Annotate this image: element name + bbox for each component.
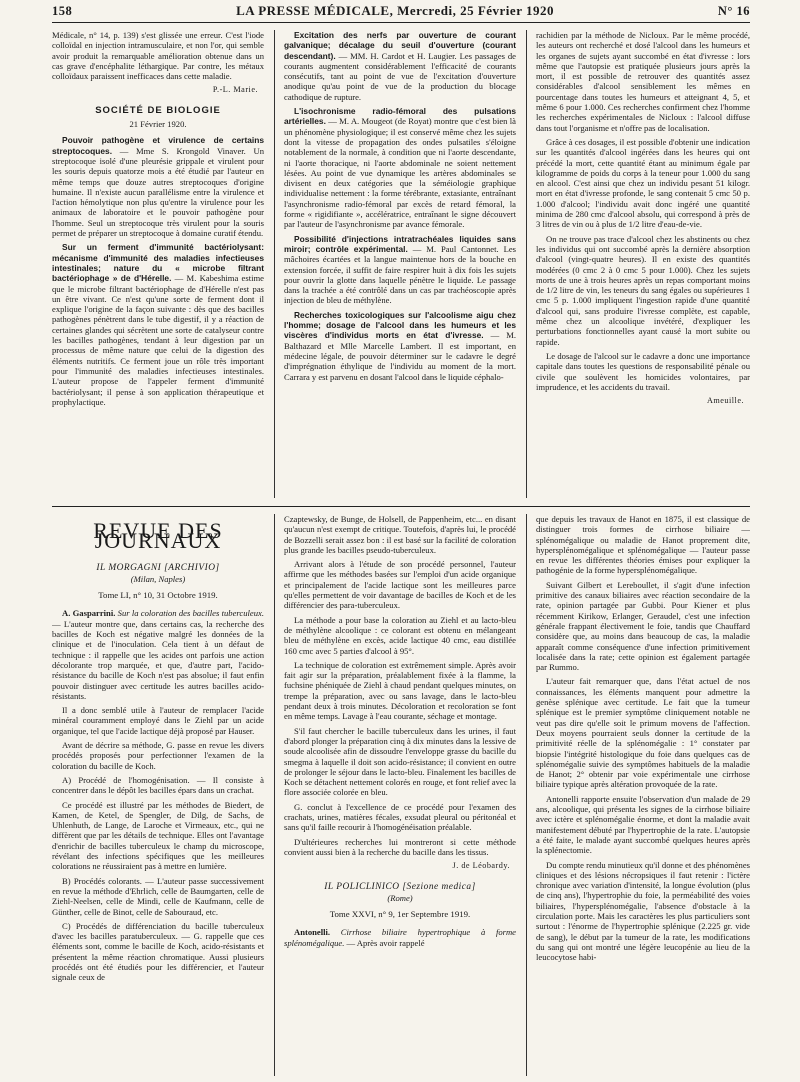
article-paragraph: G. conclut à l'excellence de ce procédé pour l'examen des crachats, urines, matières fécales, exsudat pleural ou péritonéal et sans qu'il faille recourir à l'homogénéisation préalable. [284,801,516,833]
journal-volume: Tome LI, n° 10, 31 Octobre 1919. [98,590,218,601]
article-paragraph: Pouvoir pathogène et virulence de certains streptocoques. — Mme S. Krongold Vinaver. Un streptocoque isolé d'une pleurésie grippale et virulent pour les souris depuis quatorze mois a été étudié par l'auteur en même temps que douze autres streptocoques d'origine humaine. Il n'existe aucun parallélisme entre la virulence et l'action hémolytique non plus qu'entre la virulence pour les animaux de laboratoire et le pouvoir pathogène pour l'homme. Seul un streptocoque très virulent pour la souris permet de préparer un streptocoque à domaine curatif étendu. [52,135,264,239]
signature: P.-L. Marie. [212,85,258,95]
article-title: Possibilité d'injections intratrachéales liquides sans miroir; contrôle expérimental. [284,233,516,254]
article-paragraph: Avant de décrire sa méthode, G. passe en revue les divers procédés proposés pour perfectionner l'examen de la coloration du bacille de Koch. [52,740,264,771]
article-title: Recherches toxicologiques sur l'alcoolisme aigu chez l'homme; dosage de l'alcool dans les humeurs et les viscères d'individus morts en état d'ivresse. [284,309,516,341]
section-title: REVUE DES JOURNAUX [93,518,223,554]
article-paragraph: Excitation des nerfs par ouverture de courant galvanique; décalage du seuil d'ouverture (courant descendant). — MM. H. Cardot et H. Laugier. Les passages de courants augmentent considérablement l'efficacité de courants consécutifs, tant au point de vue de l'excitation d'ouverture anodique qu'au point de vue de la production du blocage cathodique de rupture. [284,30,516,102]
erratum-paragraph: Médicale, n° 14, p. 139) s'est glissée une erreur. C'est l'iode colloïdal en injection intramusculaire, et non l'or, qui semble avoir produit la remarquable amélioration obtenue dans un cas grave d'encéphalite léthargique. Par contre, les métaux colloïdaux paraissent inefficaces dans cette maladie. [52,30,264,82]
article-paragraph: S'il faut chercher le bacille tuberculeux dans les urines, il faut d'abord plonger la préparation cinq à dix minutes dans la lessive de soude alcoolisée afin de dissoudre l'enveloppe grasse du bacille du smegma à laquelle il doit son acido-résistance; il convient en outre de prolonger le séjour dans le lacto-bleu. Finalement les bacilles de Koch se détachent nettement colorés en rouge, et font relief avec la flore associée colorée en bleu. [284,725,516,798]
article-paragraph: rachidien par la méthode de Nicloux. Par le même procédé, les auteurs ont recherché et dosé l'alcool dans les humeurs et les organes de sujets ayant succombé en état d'ivresse : lors même que l'autopsie est pratiquée plusieurs jours après la mort, il est possible de retrouver des quantités assez considérables d'alcool sensiblement les mêmes en pourcentage dans toutes les humeurs et atteignant 4, 5, et même 6 pour 1.000. Ces recherches confirment chez l'homme les recherches expérimentales de Nicloux : l'alcool diffuse dans tout l'organisme et n'offre pas de localisation. [536,30,750,133]
article-paragraph: Il a donc semblé utile à l'auteur de remplacer l'acide minéral couramment employé dans le Ziehl par un acide organique, tel que l'acide lactique déjà proposé par Hauser. [52,705,264,736]
article-paragraph: Suivant Gilbert et Lereboullet, il s'agit d'une infection primitive des canaux biliaires avec réaction secondaire de la rate, opinion partagée par Gubbi. Pour Kiener et plus récemment Kirikow, Erlanger, Geraudel, c'est une infection générale frappant électivement le foie, tandis que Chauffard considère que, au moins dans beaucoup de cas, la maladie apparaît comme conséquence d'une infection primitivement localisée dans la rate; cette opinion est également partagée par Rummo. [536,579,750,673]
article-paragraph: A. Gasparrini. Sur la coloration des bacilles tuberculeux. — L'auteur montre que, dans certains cas, la recherche des bacilles de Koch est négative malgré les données de la clinique et de l'inoculation. Cela tient à un défaut de technique : il rappelle que les acides ont parfois une action décolorante trop marquée, et que, d'autre part, l'acido-résistance du bacille de Koch n'est pas absolue; il faut enfin pouvoir distinguer avec certitude les autres bacilles acido-résistants. [52,608,264,701]
article-paragraph: Arrivant alors à l'étude de son procédé personnel, l'auteur affirme que les méthodes basées sur l'emploi d'un acide organique et principalement de l'acide lactique sont les meilleures parce qu'elles permettent de voir davantage de bacilles de Koch et de les différencier des para-tuberculeux. [284,559,516,611]
article-paragraph: B) Procédés colorants. — L'auteur passe successivement en revue la méthode d'Ehrlich, celle de Baumgarten, celle de Ziehl-Neelsen, celle de Mindi, celle de Kaufmann, celle de Günther, celle de Binot, celle de Sabouraud, etc. [52,875,264,917]
article-paragraph: A) Procédé de l'homogénisation. — Il consiste à concentrer dans le dépôt les bacilles épars dans un crachat. [52,774,264,796]
article-paragraph: La méthode a pour base la coloration au Ziehl et au lacto-bleu de méthylène alcoolique : ce colorant est obtenu en mélangeant bleu de méthylène en excès, acide lactique 40 cmc, eau distillée 160 cmc avec 5 parties d'alcool à 95°. [284,614,516,656]
article-paragraph: Possibilité d'injections intratrachéales liquides sans miroir; contrôle expérimental. — M. Paul Cantonnet. Les mâchoires écartées et la langue maintenue hors de la bouche en extension forcée, il suffit de faire respirer huit à dix fois les sujets pour ouvrir la glotte dans laquelle pénètre le liquide. Le passage dans la trachée a été contrôlé dans un cas par trachéoscopie après injection de bleu de méthylène. [284,233,516,306]
bottom-column-1 [52,514,264,1076]
top-column-2 [284,30,516,500]
article-paragraph: L'auteur fait remarquer que, dans l'état actuel de nos connaissances, les éléments manquent pour admettre la genèse splénique avec certitude. Le fait que la tumeur splénique est le premier symptôme cliniquement notable ne veut pas dire qu'elle soit le primum movens de l'affection. Deux moyens pourraient seuls donner la certitude de la primitivité réelle de la splénomégalie : 1° constater par biopsie l'intégrité histologique du foie dans quelques cas de splénomégalie suivie des symptômes habituels de la maladie de Hanot; 2° obtenir par voie expérimentale une cirrhose biliaire typique après altération provoquée de la rate. [536,676,750,790]
article-paragraph: C) Procédés de différenciation du bacille tuberculeux d'avec les bacilles paratuberculeux. — G. rappelle que ces éléments sont, comme le bacille de Koch, acido-résistants et présentent la même réaction chromatique. Aussi plusieurs procédés ont été étudiés pour les différencier, et l'auteur signale ceux de [52,920,264,983]
article-title: Pouvoir pathogène et virulence de certains streptocoques. [52,135,264,156]
article-paragraph: Le dosage de l'alcool sur le cadavre a donc une importance capitale dans toutes les questions de responsabilité pénale ou civile que soulèvent les homicides volontaires, par imprudence, et les accidents du travail. [536,350,750,392]
journal-location: (Rome) [387,892,413,903]
article-paragraph: Sur un ferment d'immunité bactériolysant: mécanisme d'immunité des maladies infectieuses intestinales; nature du « microbe filtrant bactériophage » de d'Hérelle. — M. Kabeshima estime que le microbe filtrant bactériophage de d'Hérelle n'est pas un être vivant. Ce n'est qu'une sorte de ferment dont il explique l'origine de la façon suivante : dès que des bacilles pathogènes pénètrent dans le tube digestif, il y a réaction de certaines glandes qui sécrètent une sorte de catalyseur contre les bacilles pathogènes, tendant à leur digestion par un processus de même nature que celui de la digestion des éléments nutritifs. Ce ferment joue un rôle très important pour l'immunité des maladies infectieuses intestinales. L'auteur propose de l'appeler ferment d'immunité bactériolysant; il pense à son application thérapeutique et prophylactique. [52,242,264,407]
top-column-1 [52,30,264,500]
article-paragraph: Grâce à ces dosages, il est possible d'obtenir une indication sur les quantités d'alcool ingérées dans les heures qui ont précédé la mort, cette quantité étant au minimum égale par kilogramme de poids du corps à la teneur pour 1.000 du sang en alcool. C'est ainsi que chez un individu pesant 51 kilogr. mort en état d'ivresse profonde, le sang contenait 5 cmc 50 p. 1.000 d'alcool; l'individu avait donc ingéré une quantité minima de 280 cmc d'alcool absolu, qui correspond à près de 3 litres de vin ou à plus de 1/2 litre d'eau-de-vie. [536,136,750,230]
issue-number: N° 16 [717,3,750,18]
page-number: 158 [52,3,73,18]
bottom-column-3 [536,514,750,1076]
article-paragraph: La technique de coloration est extrêmement simple. Après avoir fait agir sur la préparation, préalablement fixée à la flamme, la fuchsine phéniquée de Ziehl à chaud pendant quelques minutes, on trempe la préparation, avec ou sans lavage, dans le lacto-bleu pendant deux à trois minutes. Décoloration et recoloration se font en même temps. Lavage à l'eau courante, séchage et montage. [284,659,516,722]
article-title: Excitation des nerfs par ouverture de courant galvanique; décalage du seuil d'ouverture (courant descendant). [284,30,516,61]
article-paragraph: Du compte rendu minutieux qu'il donne et des phénomènes cliniques et des lésions nécropsiques il faut retenir : l'ictère chronique avec variation d'intensité, la longue évolution (plus de cinq ans), l'hypertrophie du foie, la perméabilité des voies biliaires, l'hypersplénomégalie, l'absence d'obstacle à la circulation porte. Mais les caractères les plus particuliers sont surtout : l'énorme de l'hypertrophie splénique (2.225 gr. vide de sang), le début par la tumeur de la rate, les modifications du sang qui ont montré une légère leucopénie au lieu de la leucocytose habi- [536,859,750,963]
article-title: Sur un ferment d'immunité bactériolysant: mécanisme d'immunité des maladies infectieuses intestinales; nature du « microbe filtrant bactériophage » de d'Hérelle. [52,242,264,284]
article-paragraph: Czaptewsky, de Bunge, de Holsell, de Pappenheim, etc... en disant qu'aucun n'est exempt de critique. Toutefois, d'après lui, le procédé de Bozzelli serait assez bon : il est basé sur la facilité de coloration plus grande les bacilles pseudo-tuberculeux. [284,514,516,555]
signature: J. de Léobardy. [452,861,510,871]
bottom-column-2 [284,514,516,1076]
section-title: SOCIÉTÉ DE BIOLOGIE [95,104,221,116]
journal-name: IL MORGAGNI [ARCHIVIO] [96,562,220,573]
article-author: A. Gasparrini. [62,608,116,619]
article-title: Cirrhose biliaire hypertrophique à forme splénomégalique. [284,927,516,948]
article-paragraph: D'ultérieures recherches lui montreront si cette méthode convient aussi bien à la recherche du bacille dans les tissus. [284,836,516,857]
article-paragraph: Ce procédé est illustré par les méthodes de Biedert, de Kamen, de Ketel, de Spengler, de Dilg, de Sachs, de Uhlenhuth, de Lange, de Laroche et Virmeaux, etc., qui ne diffèrent que par les détails de technique. Elles ont l'avantage d'enrichir de bacilles tuberculeux le champ du microscope, révélant des infections spécifiques que les meilleures colorations ne réussiraient pas à mettre en lumière. [52,799,264,872]
article-title: L'isochronisme radio-fémoral des pulsations artérielles. [284,106,516,127]
article-paragraph: Antonelli. Cirrhose biliaire hypertrophique à forme splénomégalique. — Après avoir rappelé [284,927,516,948]
top-column-3 [536,30,750,500]
article-paragraph: On ne trouve pas trace d'alcool chez les abstinents ou chez les individus qui ont succombé après la dernière absorption d'alcool (vingt-quatre heures). Il en existe des quantités modérées (0 cmc 2 à 0 cmc 5 pour 1.000). Chez les sujets morts de une à trois heures après un repas comportant moins de 1/2 litre de vin, les teneurs du sang égales ou supérieures 1 cmc 5 p. 1.000 impliquent l'ingestion rapide d'une quantité d'alcool qui, sans produire l'ivresse complète, est capable, même chez un alcoolique invétéré, d'expliquer les perturbations fonctionnelles ayant causé la mort subite ou rapide. [536,233,750,347]
journal-location: (Milan, Naples) [130,573,186,584]
section-date: 21 Février 1920. [129,119,187,130]
journal-name: IL POLICLINICO [Sezione medica] [324,881,476,892]
page-header [52,0,750,23]
article-paragraph: L'isochronisme radio-fémoral des pulsations artérielles. — M. A. Mougeot (de Royat) montre que c'est bien là un phénomène physiologique; il est conservé même chez les sujets dont la vitesse de propagation des ondes pulsatiles s'éloigne notablement de la normale, à condition que ni l'aorte descendante, ni l'aorte thoracique, ni l'aorte abdominale ne soient nettement lésées. Au point de vue dynamique les artères abdominales se divisent en deux catégories que la séméiologie graphique individualise nettement : la forme térébrante, extasiante, entraînant l'asynchronisme radio-fémoral par excès de retard fémoral, la forme « rigidifiante », accélératrice, entraînant le signe découvert par l'auteur de l'asynchronisme par avance fémorale. [284,106,516,230]
journal-title: LA PRESSE MÉDICALE, Mercredi, 25 Février 1920 [236,3,554,18]
article-paragraph: Recherches toxicologiques sur l'alcoolisme aigu chez l'homme; dosage de l'alcool dans les humeurs et les viscères d'individus morts en état d'ivresse. — M. Balthazard et Mlle Marcelle Lambert. Il est important, en médecine légale, de pouvoir déterminer sur le cadavre le degré d'imprégnation éthylique de l'individu au moment de la mort. Carrara y est parvenu en dosant l'alcool dans le liquide céphalo- [284,309,516,382]
article-paragraph: que depuis les travaux de Hanot en 1875, il est classique de distinguer trois formes de cirrhose biliaire — splénomégalique ou maladie de Hanot proprement dite, hypersplénomégalique et splénomégalique — l'auteur passe en revue les différentes théories émises pour expliquer la pathogénie de la forme hypersplénomégalique. [536,514,750,576]
article-author: Antonelli. [294,927,331,938]
signature: Ameuille. [706,396,744,406]
journal-volume: Tome XXVI, n° 9, 1er Septembre 1919. [329,909,471,920]
article-paragraph: Antonelli rapporte ensuite l'observation d'un malade de 29 ans, alcoolique, qui présenta les signes de la cirrhose biliaire avec ictère et splénomégalie énorme, et dont la maladie avait manifestement débuté par l'hypertrophie de la rate. L'autopsie a été faite, le malade ayant succombé quelques heures après la splénectomie. [536,793,750,856]
article-title: Sur la coloration des bacilles tuberculeux. [117,608,264,619]
